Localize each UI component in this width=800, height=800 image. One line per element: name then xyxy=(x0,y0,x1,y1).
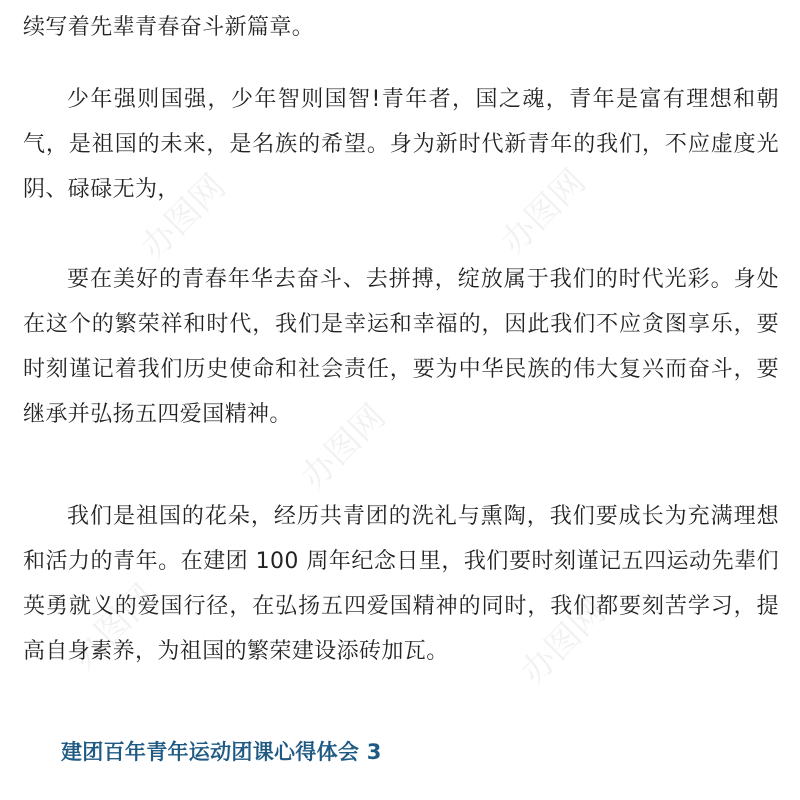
paragraph-continuation: 续写着先辈青春奋斗新篇章。 xyxy=(23,15,315,40)
watermark: 办图网 xyxy=(63,576,164,678)
watermark: 办图网 xyxy=(133,166,234,268)
watermark: 办图网 xyxy=(513,591,614,693)
section-heading: 建团百年青年运动团课心得体会 3 xyxy=(61,740,382,764)
watermark: 办图网 xyxy=(293,396,394,498)
watermark: 办图网 xyxy=(493,161,594,263)
paragraph-flowers-of-motherland: 我们是祖国的花朵，经历共青团的洗礼与熏陶，我们要成长为充满理想和活力的青年。在建团 100 周年纪念日里，我们要时刻谨记五四运动先辈们英勇就义的爱国行径，在弘扬五四爱国精神的同时，我们都要刻苦学习，提高自身素养，为祖国的繁荣建设添砖加瓦。 xyxy=(23,504,779,664)
paragraph-youth-strength: 少年强则国强，少年智则国智!青年者，国之魂，青年是富有理想和朝气，是祖国的未来，是名族的希望。身为新时代新青年的我们，不应虚度光阴、碌碌无为， xyxy=(23,87,779,202)
paragraph-strive-youth: 要在美好的青春年华去奋斗、去拼搏，绽放属于我们的时代光彩。身处在这个的繁荣祥和时代，我们是幸运和幸福的，因此我们不应贪图享乐，要时刻谨记着我们历史使命和社会责任，要为中华民族的伟大复兴而奋斗，要继承并弘扬五四爱国精神。 xyxy=(23,267,779,427)
